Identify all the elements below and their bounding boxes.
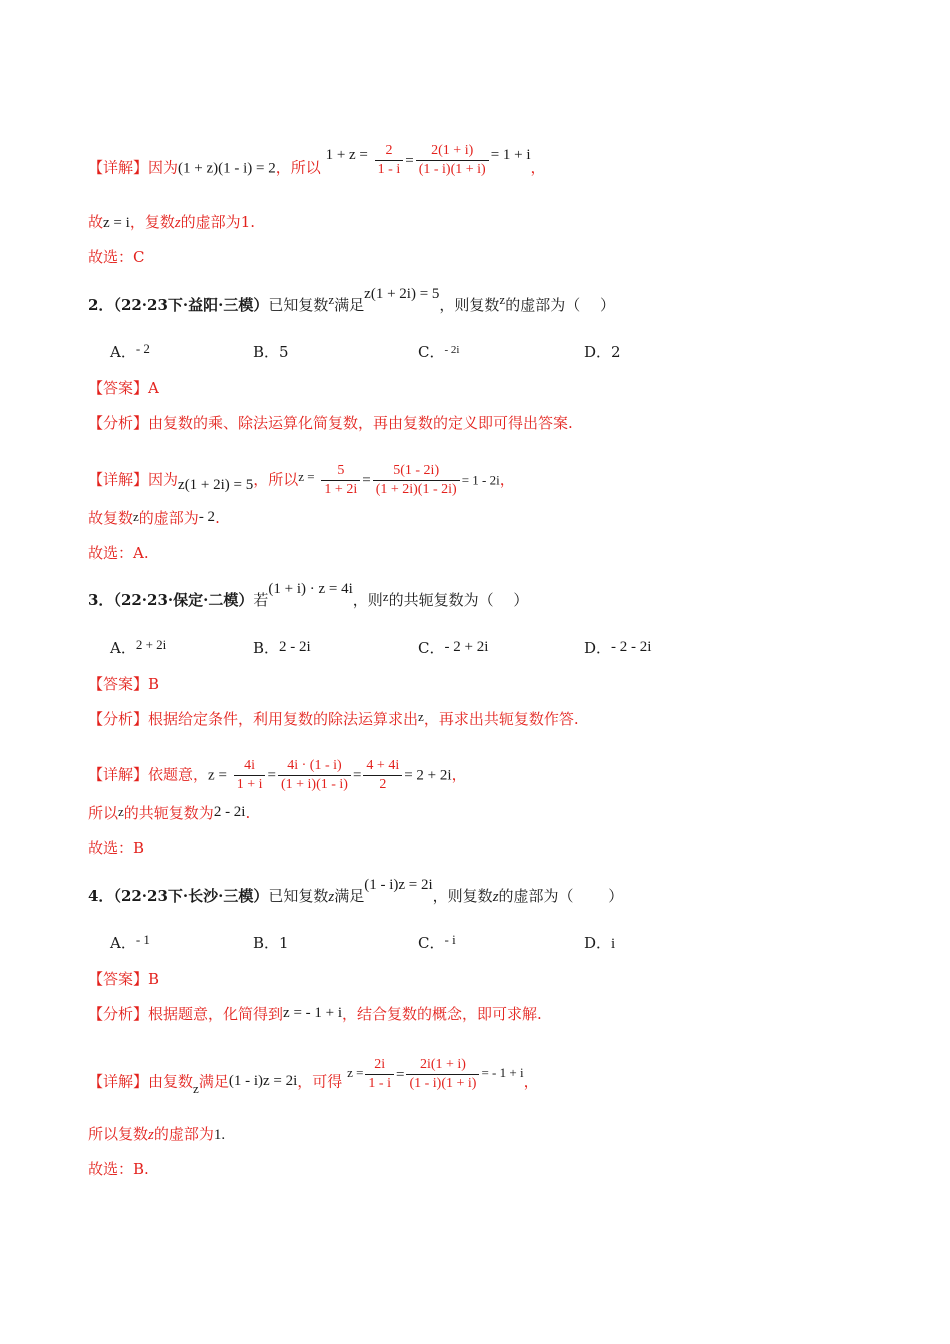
option-b[interactable]: B．5: [253, 343, 289, 361]
fraction: $\frac{4i}{1 + i}$: [234, 757, 266, 794]
choice-line-q3: 故选：B: [88, 839, 145, 857]
analysis-line-q4: 【分析】根据题意，化简得到z = - 1 + i，结合复数的概念，即可求解.: [88, 1005, 542, 1023]
answer-line-q3: 【答案】B: [88, 675, 160, 693]
conclusion-line-q1: 故z = i，复数z的虚部为1.: [88, 213, 255, 231]
option-a[interactable]: A．- 2: [110, 341, 150, 361]
choice-line-q2: 故选：A.: [88, 544, 149, 562]
option-c[interactable]: C．- 2 + 2i: [418, 639, 489, 657]
choice-line-q1: 故选：C: [88, 248, 145, 266]
question-source: （22·23·保定·二模）: [113, 591, 254, 609]
choice-line-q4: 故选：B.: [88, 1160, 149, 1178]
option-a[interactable]: A．- 1: [110, 932, 150, 952]
question-4: 4．（22·23下·长沙·三模）已知复数z满足(1 - i)z = 2i，则复数z的虚部为（ ）: [88, 877, 624, 905]
conclusion-line-q2: 故复数z的虚部为- 2.: [88, 509, 220, 527]
option-d[interactable]: D．2: [584, 343, 621, 361]
fraction: $\frac{2(1 + i)}{(1 - i)(1 + i)}$: [416, 142, 489, 179]
option-d[interactable]: D．i: [584, 934, 616, 952]
question-source: （22·23下·益阳·三模）: [113, 296, 269, 314]
answer-line-q4: 【答案】B: [88, 970, 160, 988]
option-c[interactable]: C．$^{- 2i}$: [418, 343, 460, 361]
question-3: 3．（22·23·保定·二模）若(1 + i) · z = 4i，则z的共轭复数为（ ）: [88, 581, 529, 609]
fraction: $\frac{4 + 4i}{2}$: [363, 757, 402, 794]
option-b[interactable]: B．2 - 2i: [253, 639, 311, 657]
answer-line-q2: 【答案】A: [88, 379, 159, 397]
analysis-line-q3: 【分析】根据给定条件，利用复数的除法运算求出z，再求出共轭复数作答.: [88, 709, 579, 728]
detail-line-q3: 【详解】依题意，z = $\frac{4i}{1 + i}$ = $\frac{4i \cdot (1 - i)}{(1 + i)(1 - i)}$ = $\frac{4 + 4i}{2}$ = 2 + 2i，: [88, 758, 467, 792]
fraction: $\frac{4i \cdot (1 - i)}{(1 + i)(1 - i)}$: [278, 757, 351, 794]
conclusion-line-q4: 所以复数z的虚部为1.: [88, 1125, 226, 1143]
detail-tag: 【详解】: [88, 158, 149, 177]
question-2: 2．（22·23下·益阳·三模）已知复数z满足z(1 + 2i) = 5，则复数z的虚部为（ ）: [88, 286, 615, 314]
option-b[interactable]: B．1: [253, 934, 289, 952]
fraction: $\frac{5(1 - 2i)}{(1 + 2i)(1 - 2i)}$: [373, 462, 460, 499]
option-a[interactable]: A．2 + 2i: [110, 637, 167, 657]
fraction: $\frac{2}{1 - i}$: [375, 142, 404, 179]
fraction: $\frac{5}{1 + 2i}$: [321, 462, 360, 499]
analysis-line-q2: 【分析】由复数的乘、除法运算化简复数，再由复数的定义即可得出答案.: [88, 414, 573, 432]
detail-line-q2: 【详解】因为z(1 + 2i) = 5，所以z = $\frac{5}{1 + 2i}$ = $\frac{5(1 - 2i)}{(1 + 2i)(1 - 2i)}$ = 1 - 2i，: [88, 463, 515, 497]
fraction: $\frac{2i}{1 - i}$: [365, 1056, 394, 1093]
question-source: （22·23下·长沙·三模）: [113, 887, 269, 905]
fraction: $\frac{2i(1 + i)}{(1 - i)(1 + i)}$: [406, 1056, 479, 1093]
option-c[interactable]: C．- i: [418, 932, 456, 952]
detail-line-q4: 【详解】由复数z满足(1 - i)z = 2i，可得 z = $\frac{2i}{1 - i}$ = $\frac{2i(1 + i)}{(1 - i)(1 + i)}$ = - 1 + i，: [88, 1057, 539, 1096]
option-d[interactable]: D．- 2 - 2i: [584, 639, 652, 657]
conclusion-line-q3: 所以z的共轭复数为2 - 2i.: [88, 804, 251, 822]
detail-line-q1: 【详解】因为(1 + z)(1 - i) = 2，所以 1 + z = $\frac{2}{1 - i}$ = $\frac{2(1 + i)}{(1 - i)(1 + i)}$ = 1 + i，: [88, 143, 546, 177]
